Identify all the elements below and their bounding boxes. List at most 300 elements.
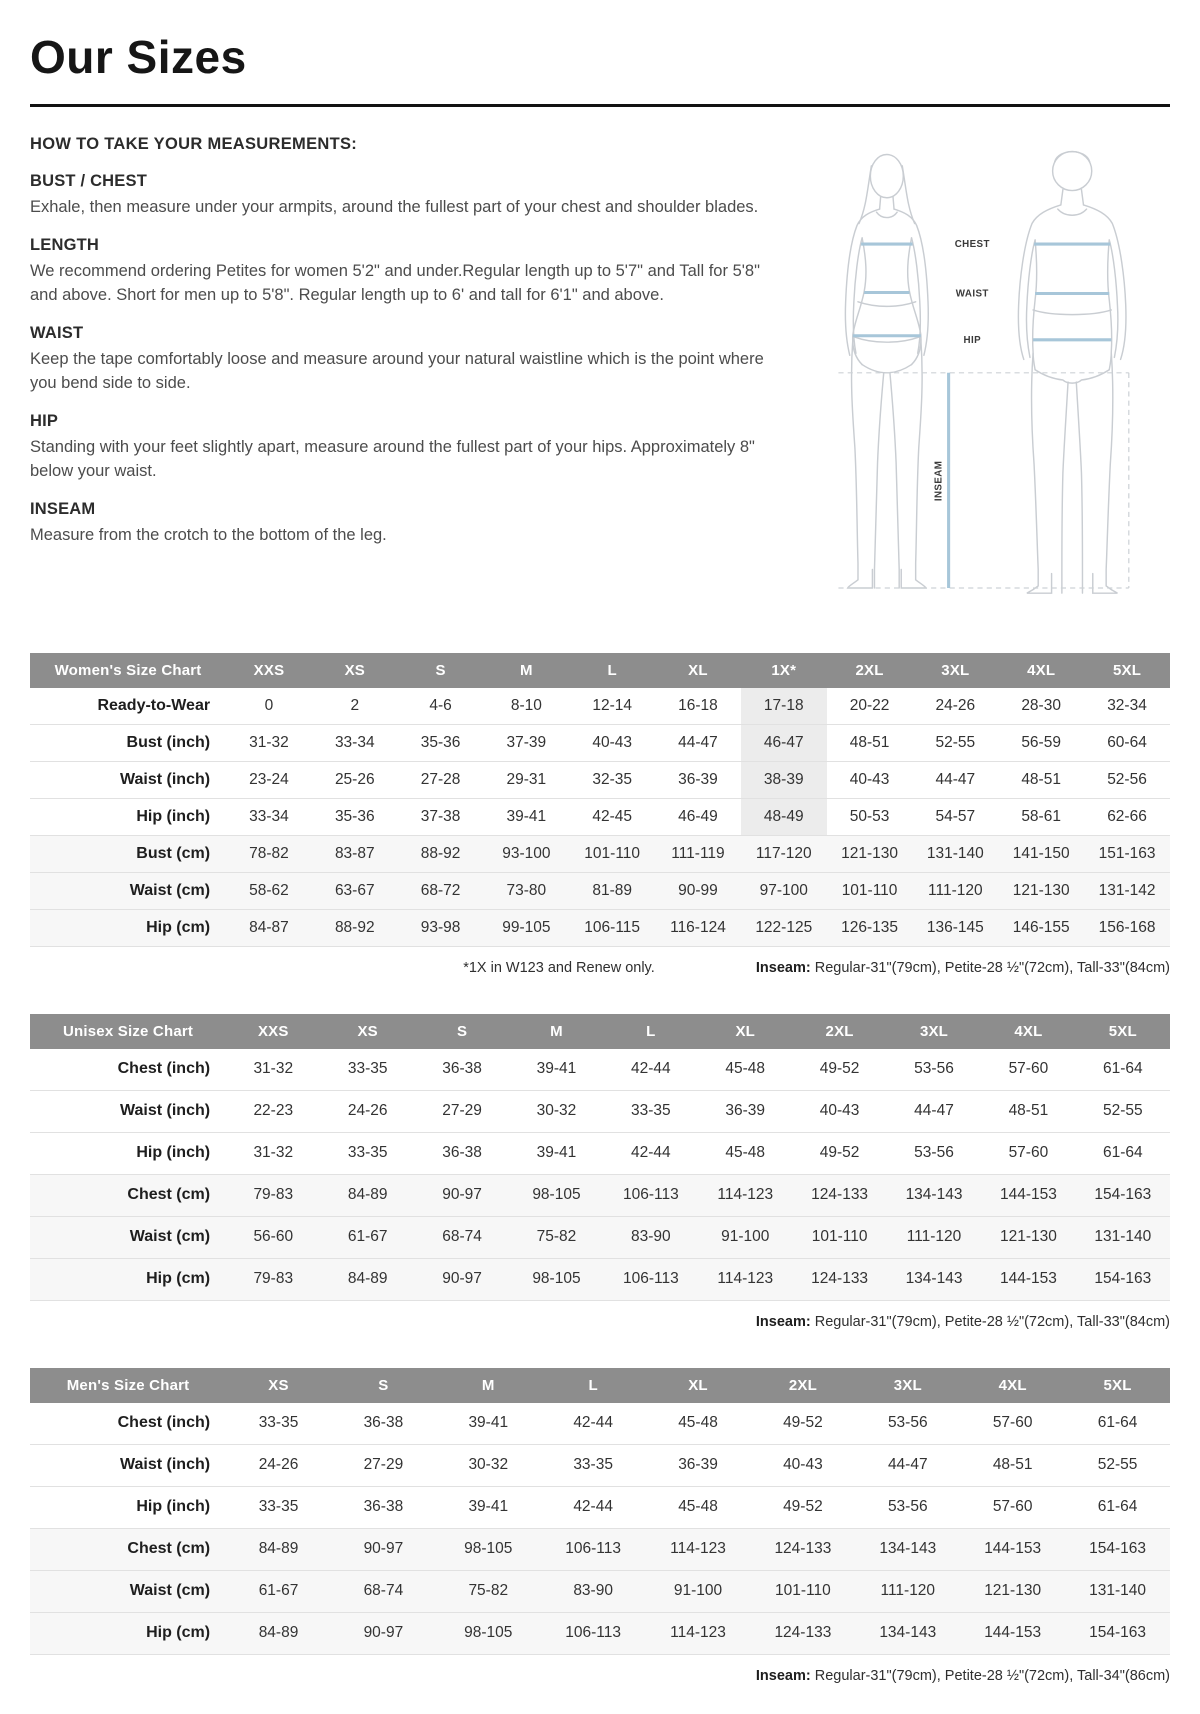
table-row (30, 1090, 1170, 1132)
size-value-cell: 111-119 (655, 835, 741, 872)
size-value-cell: 44-47 (855, 1444, 960, 1486)
size-column-header: S (415, 1014, 509, 1049)
size-value-cell: 52-55 (1065, 1444, 1170, 1486)
size-value-cell: 114-123 (698, 1258, 792, 1300)
table-row (30, 1403, 1170, 1445)
size-value-cell: 28-30 (998, 688, 1084, 725)
measurement-guide-area (30, 135, 1170, 611)
size-value-cell: 91-100 (646, 1570, 751, 1612)
size-value-cell: 39-41 (436, 1403, 541, 1445)
size-value-cell: 48-51 (998, 761, 1084, 798)
size-value-cell: 39-41 (509, 1049, 603, 1091)
table-row (30, 909, 1170, 946)
size-value-cell: 42-44 (604, 1049, 698, 1091)
size-column-header: XS (226, 1368, 331, 1403)
size-value-cell: 52-56 (1084, 761, 1170, 798)
instructions-heading: HOW TO TAKE YOUR MEASUREMENTS: (30, 135, 358, 153)
instruction-title: WAIST (30, 324, 84, 343)
size-value-cell: 32-35 (569, 761, 655, 798)
size-value-cell: 58-62 (226, 872, 312, 909)
row-label: Hip (cm) (30, 1612, 226, 1654)
size-value-cell: 27-28 (398, 761, 484, 798)
size-value-cell: 33-34 (312, 724, 398, 761)
size-value-cell: 63-67 (312, 872, 398, 909)
size-value-cell: 144-153 (981, 1258, 1075, 1300)
size-value-cell: 144-153 (960, 1612, 1065, 1654)
size-value-cell: 106-113 (541, 1612, 646, 1654)
size-value-cell: 44-47 (655, 724, 741, 761)
size-value-cell: 117-120 (741, 835, 827, 872)
instruction-title: INSEAM (30, 499, 96, 518)
size-value-cell: 31-32 (226, 1049, 320, 1091)
size-column-header: L (604, 1014, 698, 1049)
size-value-cell: 39-41 (483, 798, 569, 835)
size-column-header: 4XL (960, 1368, 1065, 1403)
size-value-cell: 0 (226, 688, 312, 725)
size-value-cell: 99-105 (483, 909, 569, 946)
instruction-length (30, 236, 765, 307)
size-column-header: 4XL (998, 653, 1084, 688)
size-value-cell: 36-39 (698, 1090, 792, 1132)
size-value-cell: 29-31 (483, 761, 569, 798)
row-label: Hip (inch) (30, 1486, 226, 1528)
size-value-cell: 121-130 (981, 1216, 1075, 1258)
size-value-cell: 44-47 (887, 1090, 981, 1132)
table-row (30, 1258, 1170, 1300)
size-value-cell: 154-163 (1065, 1528, 1170, 1570)
table-row (30, 835, 1170, 872)
table-row (30, 1216, 1170, 1258)
size-value-cell: 131-140 (912, 835, 998, 872)
size-column-header: L (541, 1368, 646, 1403)
row-label: Waist (inch) (30, 761, 226, 798)
size-value-cell: 36-38 (415, 1049, 509, 1091)
table-title: Men's Size Chart (30, 1368, 226, 1403)
row-label: Chest (inch) (30, 1049, 226, 1091)
table-row (30, 1174, 1170, 1216)
size-value-cell: 56-59 (998, 724, 1084, 761)
size-value-cell: 79-83 (226, 1174, 320, 1216)
size-value-cell: 42-44 (541, 1403, 646, 1445)
size-column-header: 5XL (1076, 1014, 1170, 1049)
size-value-cell: 101-110 (569, 835, 655, 872)
page-title: Our Sizes (30, 31, 247, 83)
size-value-cell: 111-120 (855, 1570, 960, 1612)
size-value-cell: 49-52 (750, 1486, 855, 1528)
size-column-header: S (398, 653, 484, 688)
waist-label: WAIST (955, 288, 989, 300)
size-column-header: 3XL (887, 1014, 981, 1049)
table-row (30, 1132, 1170, 1174)
mens-size-chart (30, 1368, 1170, 1655)
size-value-cell: 73-80 (483, 872, 569, 909)
size-value-cell: 75-82 (509, 1216, 603, 1258)
size-value-cell: 23-24 (226, 761, 312, 798)
size-value-cell: 53-56 (887, 1049, 981, 1091)
size-value-cell: 124-133 (792, 1174, 886, 1216)
size-value-cell: 25-26 (312, 761, 398, 798)
size-value-cell: 16-18 (655, 688, 741, 725)
size-value-cell: 2 (312, 688, 398, 725)
size-column-header: M (483, 653, 569, 688)
size-value-cell: 45-48 (698, 1132, 792, 1174)
size-value-cell: 97-100 (741, 872, 827, 909)
size-value-cell: 121-130 (960, 1570, 1065, 1612)
size-value-cell: 90-99 (655, 872, 741, 909)
size-value-cell: 90-97 (415, 1174, 509, 1216)
size-value-cell: 60-64 (1084, 724, 1170, 761)
table-header-row (30, 653, 1170, 688)
row-label: Hip (inch) (30, 1132, 226, 1174)
size-column-header: XS (320, 1014, 414, 1049)
size-value-cell: 154-163 (1065, 1612, 1170, 1654)
size-value-cell: 33-35 (320, 1049, 414, 1091)
size-value-cell: 93-98 (398, 909, 484, 946)
instruction-body: Keep the tape comfortably loose and measure around your natural waistline which is the point where you bend side to side. (30, 350, 764, 392)
size-value-cell: 106-113 (604, 1174, 698, 1216)
unisex-size-chart (30, 1014, 1170, 1301)
size-value-cell: 31-32 (226, 724, 312, 761)
size-value-cell: 49-52 (792, 1132, 886, 1174)
size-value-cell: 151-163 (1084, 835, 1170, 872)
size-value-cell: 146-155 (998, 909, 1084, 946)
size-column-header: XS (312, 653, 398, 688)
size-value-cell: 38-39 (741, 761, 827, 798)
size-value-cell: 78-82 (226, 835, 312, 872)
size-value-cell: 56-60 (226, 1216, 320, 1258)
size-value-cell: 111-120 (887, 1216, 981, 1258)
instruction-title: BUST / CHEST (30, 172, 147, 190)
table-row (30, 1612, 1170, 1654)
woman-figure (845, 155, 928, 589)
size-value-cell: 57-60 (981, 1049, 1075, 1091)
size-value-cell: 53-56 (887, 1132, 981, 1174)
size-column-header: 2XL (827, 653, 913, 688)
size-value-cell: 61-64 (1065, 1403, 1170, 1445)
instruction-body: Exhale, then measure under your armpits, around the fullest part of your chest and shoulder blades. (30, 198, 759, 216)
diagram-labels (933, 239, 989, 501)
table-row (30, 1049, 1170, 1091)
size-value-cell: 42-44 (541, 1486, 646, 1528)
size-value-cell: 57-60 (981, 1132, 1075, 1174)
size-value-cell: 33-34 (226, 798, 312, 835)
size-value-cell: 54-57 (912, 798, 998, 835)
size-value-cell: 98-105 (436, 1612, 541, 1654)
size-value-cell: 20-22 (827, 688, 913, 725)
size-value-cell: 84-89 (320, 1174, 414, 1216)
table-row (30, 688, 1170, 725)
size-value-cell: 27-29 (331, 1444, 436, 1486)
size-value-cell: 48-51 (981, 1090, 1075, 1132)
inseam-footnote-text: Regular-31"(79cm), Petite-28 ½"(72cm), Tall-33"(84cm) (810, 1313, 1170, 1330)
size-value-cell: 68-74 (415, 1216, 509, 1258)
size-column-header: XXS (226, 1014, 320, 1049)
row-label: Waist (inch) (30, 1444, 226, 1486)
size-value-cell: 22-23 (226, 1090, 320, 1132)
size-value-cell: 91-100 (698, 1216, 792, 1258)
size-value-cell: 48-49 (741, 798, 827, 835)
size-value-cell: 84-89 (226, 1612, 331, 1654)
instruction-waist (30, 324, 765, 395)
size-value-cell: 33-35 (541, 1444, 646, 1486)
size-value-cell: 45-48 (646, 1486, 751, 1528)
size-column-header: XXS (226, 653, 312, 688)
size-value-cell: 84-87 (226, 909, 312, 946)
size-value-cell: 48-51 (960, 1444, 1065, 1486)
size-value-cell: 27-29 (415, 1090, 509, 1132)
size-value-cell: 52-55 (1076, 1090, 1170, 1132)
measurement-diagram (789, 135, 1170, 611)
table-row (30, 1570, 1170, 1612)
table-row (30, 798, 1170, 835)
instruction-bust-chest (30, 172, 765, 219)
size-value-cell: 53-56 (855, 1403, 960, 1445)
size-column-header: 5XL (1084, 653, 1170, 688)
size-value-cell: 141-150 (998, 835, 1084, 872)
size-value-cell: 68-72 (398, 872, 484, 909)
size-value-cell: 36-39 (646, 1444, 751, 1486)
footnote-inseam-women (756, 960, 1170, 976)
size-column-header: L (569, 653, 655, 688)
size-column-header: 2XL (792, 1014, 886, 1049)
size-value-cell: 88-92 (312, 909, 398, 946)
size-value-cell: 90-97 (331, 1612, 436, 1654)
size-value-cell: 49-52 (792, 1049, 886, 1091)
size-value-cell: 88-92 (398, 835, 484, 872)
size-value-cell: 114-123 (698, 1174, 792, 1216)
chest-label: CHEST (954, 239, 990, 251)
size-value-cell: 24-26 (320, 1090, 414, 1132)
size-value-cell: 46-47 (741, 724, 827, 761)
table-row (30, 724, 1170, 761)
table-header-row (30, 1014, 1170, 1049)
size-value-cell: 36-38 (331, 1486, 436, 1528)
size-value-cell: 106-113 (541, 1528, 646, 1570)
size-column-header: 2XL (750, 1368, 855, 1403)
size-value-cell: 106-113 (604, 1258, 698, 1300)
inseam-footnote-label: Inseam: (755, 1313, 811, 1330)
size-column-header: 1X* (741, 653, 827, 688)
size-value-cell: 101-110 (792, 1216, 886, 1258)
size-value-cell: 84-89 (226, 1528, 331, 1570)
size-value-cell: 40-43 (792, 1090, 886, 1132)
size-value-cell: 131-140 (1076, 1216, 1170, 1258)
inseam-footnote-label: Inseam: (755, 1667, 811, 1684)
size-value-cell: 106-115 (569, 909, 655, 946)
size-value-cell: 8-10 (483, 688, 569, 725)
womens-size-chart (30, 653, 1170, 947)
row-label: Chest (cm) (30, 1528, 226, 1570)
size-value-cell: 68-74 (331, 1570, 436, 1612)
size-value-cell: 144-153 (960, 1528, 1065, 1570)
size-column-header: 5XL (1065, 1368, 1170, 1403)
instruction-inseam (30, 500, 765, 547)
row-label: Hip (inch) (30, 798, 226, 835)
size-value-cell: 46-49 (655, 798, 741, 835)
size-value-cell: 124-133 (750, 1612, 855, 1654)
size-value-cell: 98-105 (436, 1528, 541, 1570)
footnote-inseam-men (756, 1668, 1170, 1684)
footnote-inseam-unisex (756, 1314, 1170, 1330)
size-value-cell: 48-51 (827, 724, 913, 761)
size-value-cell: 36-38 (331, 1403, 436, 1445)
table-row (30, 872, 1170, 909)
table-header-row (30, 1368, 1170, 1403)
instruction-title: HIP (30, 412, 59, 431)
size-value-cell: 61-64 (1065, 1486, 1170, 1528)
size-value-cell: 39-41 (509, 1132, 603, 1174)
size-value-cell: 98-105 (509, 1174, 603, 1216)
instruction-hip (30, 412, 765, 483)
size-value-cell: 61-67 (226, 1570, 331, 1612)
size-value-cell: 134-143 (855, 1528, 960, 1570)
instruction-body: Measure from the crotch to the bottom of the leg. (30, 525, 387, 544)
size-column-header: M (509, 1014, 603, 1049)
body-measurement-illustration (789, 137, 1170, 611)
size-value-cell: 90-97 (415, 1258, 509, 1300)
title-divider (30, 104, 1170, 107)
size-value-cell: 50-53 (827, 798, 913, 835)
row-label: Chest (cm) (30, 1174, 226, 1216)
size-value-cell: 35-36 (312, 798, 398, 835)
size-value-cell: 124-133 (792, 1258, 886, 1300)
size-value-cell: 24-26 (226, 1444, 331, 1486)
row-label: Hip (cm) (30, 1258, 226, 1300)
size-value-cell: 57-60 (960, 1403, 1065, 1445)
size-value-cell: 4-6 (398, 688, 484, 725)
size-column-header: 4XL (981, 1014, 1075, 1049)
size-value-cell: 12-14 (569, 688, 655, 725)
instruction-title: LENGTH (30, 236, 100, 255)
size-value-cell: 31-32 (226, 1132, 320, 1174)
size-column-header: XL (655, 653, 741, 688)
size-value-cell: 154-163 (1076, 1174, 1170, 1216)
inseam-label: INSEAM (933, 460, 945, 502)
size-value-cell: 42-45 (569, 798, 655, 835)
size-value-cell: 84-89 (320, 1258, 414, 1300)
measurement-instructions (30, 135, 765, 611)
size-value-cell: 35-36 (398, 724, 484, 761)
unisex-chart-footnotes (30, 1314, 1170, 1330)
size-value-cell: 53-56 (855, 1486, 960, 1528)
size-column-header: XL (698, 1014, 792, 1049)
size-value-cell: 17-18 (741, 688, 827, 725)
size-value-cell: 40-43 (569, 724, 655, 761)
size-value-cell: 58-61 (998, 798, 1084, 835)
mens-chart-footnotes (30, 1668, 1170, 1684)
row-label: Hip (cm) (30, 909, 226, 946)
size-value-cell: 83-90 (541, 1570, 646, 1612)
size-column-header: M (436, 1368, 541, 1403)
size-value-cell: 52-55 (912, 724, 998, 761)
size-value-cell: 37-38 (398, 798, 484, 835)
inseam-footnote-label: Inseam: (755, 959, 811, 976)
size-value-cell: 62-66 (1084, 798, 1170, 835)
size-value-cell: 154-163 (1076, 1258, 1170, 1300)
size-value-cell: 114-123 (646, 1528, 751, 1570)
size-value-cell: 156-168 (1084, 909, 1170, 946)
size-value-cell: 61-67 (320, 1216, 414, 1258)
size-value-cell: 134-143 (887, 1258, 981, 1300)
size-value-cell: 121-130 (998, 872, 1084, 909)
size-value-cell: 93-100 (483, 835, 569, 872)
size-value-cell: 101-110 (750, 1570, 855, 1612)
size-value-cell: 24-26 (912, 688, 998, 725)
size-value-cell: 39-41 (436, 1486, 541, 1528)
inseam-footnote-text: Regular-31"(79cm), Petite-28 ½"(72cm), Tall-33"(84cm) (810, 959, 1170, 976)
size-value-cell: 40-43 (750, 1444, 855, 1486)
row-label: Waist (cm) (30, 1570, 226, 1612)
size-value-cell: 57-60 (960, 1486, 1065, 1528)
womens-chart-footnotes (30, 960, 1170, 976)
row-label: Waist (inch) (30, 1090, 226, 1132)
size-value-cell: 121-130 (827, 835, 913, 872)
table-row (30, 1528, 1170, 1570)
size-value-cell: 44-47 (912, 761, 998, 798)
size-value-cell: 131-140 (1065, 1570, 1170, 1612)
size-value-cell: 83-87 (312, 835, 398, 872)
size-column-header: 3XL (855, 1368, 960, 1403)
size-value-cell: 42-44 (604, 1132, 698, 1174)
size-value-cell: 37-39 (483, 724, 569, 761)
size-value-cell: 126-135 (827, 909, 913, 946)
size-value-cell: 33-35 (226, 1486, 331, 1528)
size-value-cell: 98-105 (509, 1258, 603, 1300)
row-label: Ready-to-Wear (30, 688, 226, 725)
size-value-cell: 124-133 (750, 1528, 855, 1570)
inseam-footnote-text: Regular-31"(79cm), Petite-28 ½"(72cm), Tall-34"(86cm) (810, 1667, 1170, 1684)
instruction-body: Standing with your feet slightly apart, measure around the fullest part of your hips. Approximately 8" below your waist. (30, 438, 755, 480)
size-value-cell: 101-110 (827, 872, 913, 909)
table-row (30, 1444, 1170, 1486)
size-value-cell: 144-153 (981, 1174, 1075, 1216)
table-title: Women's Size Chart (30, 653, 226, 688)
size-value-cell: 36-38 (415, 1132, 509, 1174)
dashed-guides (838, 373, 1128, 588)
size-value-cell: 32-34 (1084, 688, 1170, 725)
size-value-cell: 122-125 (741, 909, 827, 946)
size-value-cell: 136-145 (912, 909, 998, 946)
size-column-header: XL (646, 1368, 751, 1403)
size-value-cell: 83-90 (604, 1216, 698, 1258)
size-value-cell: 134-143 (887, 1174, 981, 1216)
hip-label: HIP (963, 334, 982, 346)
size-value-cell: 111-120 (912, 872, 998, 909)
size-value-cell: 36-39 (655, 761, 741, 798)
size-value-cell: 30-32 (509, 1090, 603, 1132)
size-value-cell: 49-52 (750, 1403, 855, 1445)
row-label: Chest (inch) (30, 1403, 226, 1445)
row-label: Bust (inch) (30, 724, 226, 761)
size-value-cell: 33-35 (604, 1090, 698, 1132)
size-value-cell: 81-89 (569, 872, 655, 909)
size-value-cell: 61-64 (1076, 1049, 1170, 1091)
size-column-header: 3XL (912, 653, 998, 688)
size-value-cell: 40-43 (827, 761, 913, 798)
row-label: Waist (cm) (30, 872, 226, 909)
row-label: Bust (cm) (30, 835, 226, 872)
size-value-cell: 33-35 (320, 1132, 414, 1174)
footnote-1x: *1X in W123 and Renew only. (463, 959, 655, 976)
size-value-cell: 116-124 (655, 909, 741, 946)
size-column-header: S (331, 1368, 436, 1403)
table-title: Unisex Size Chart (30, 1014, 226, 1049)
size-value-cell: 45-48 (698, 1049, 792, 1091)
size-value-cell: 33-35 (226, 1403, 331, 1445)
size-value-cell: 61-64 (1076, 1132, 1170, 1174)
size-value-cell: 90-97 (331, 1528, 436, 1570)
size-value-cell: 131-142 (1084, 872, 1170, 909)
